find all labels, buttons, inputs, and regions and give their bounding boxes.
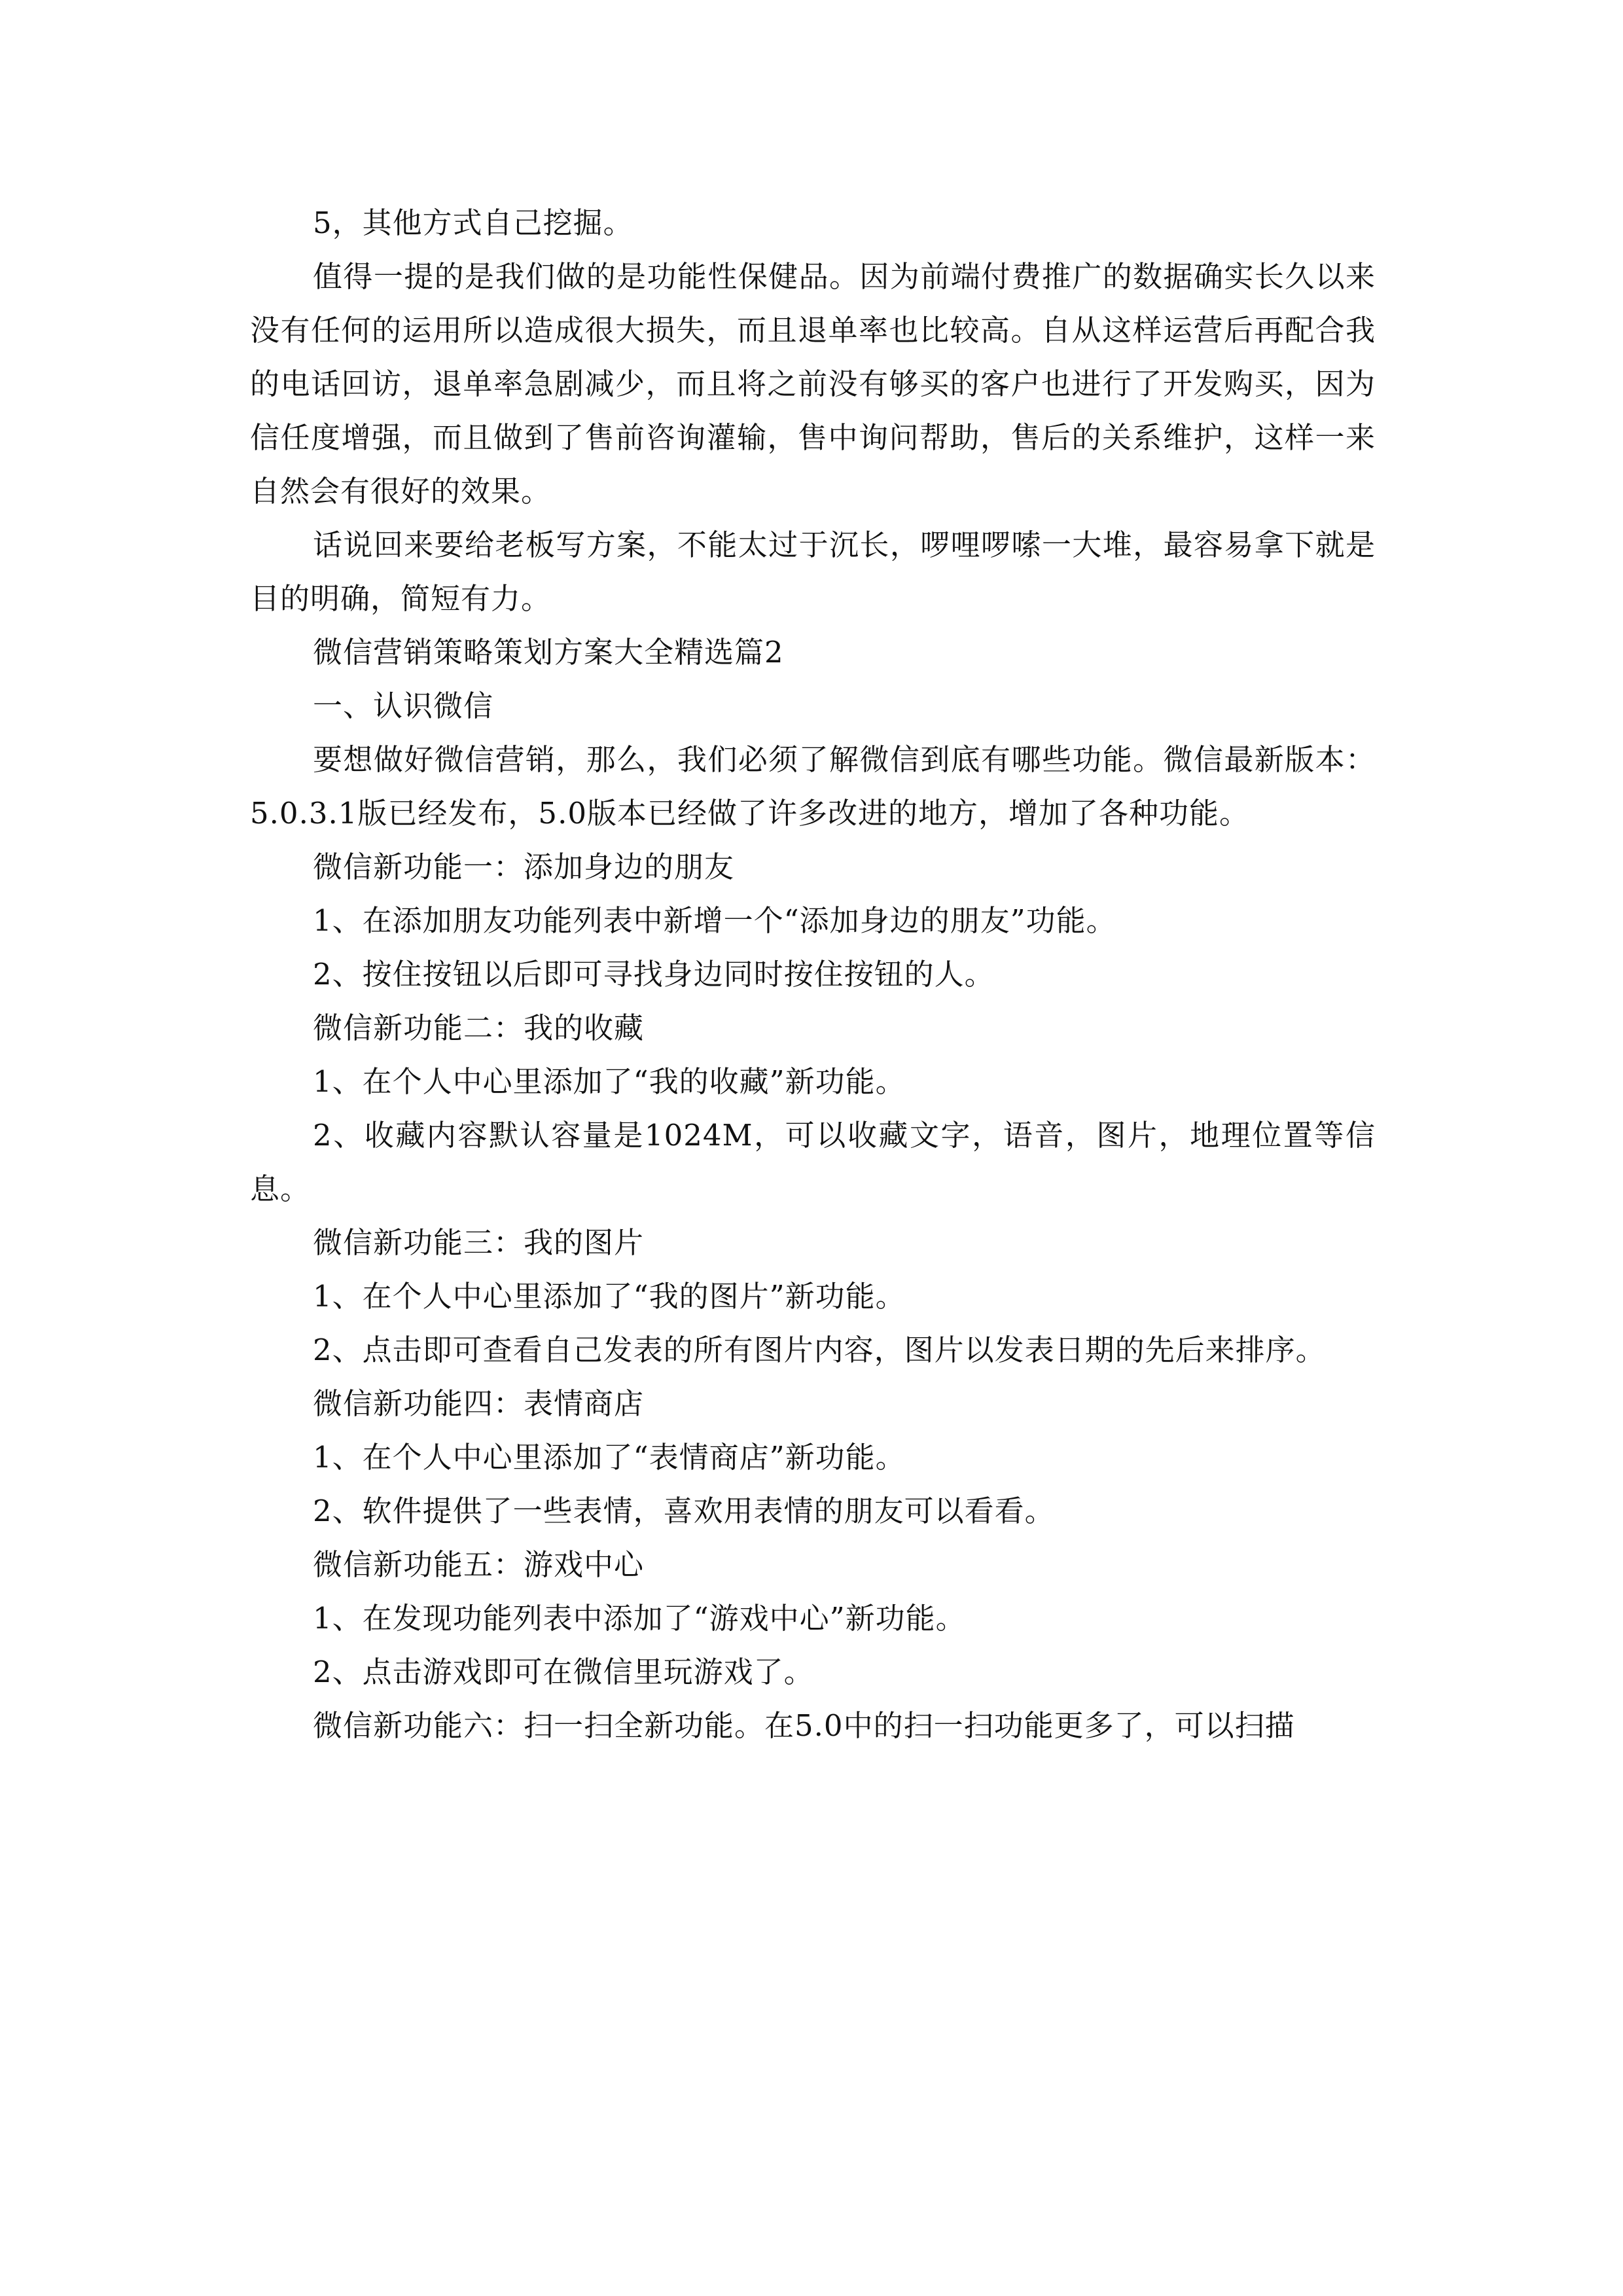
section-title-part-2: 微信营销策略策划方案大全精选篇2	[313, 635, 784, 670]
feature-heading-6: 微信新功能六：扫一扫全新功能。在5.0中的扫一扫功能更多了，可以扫描	[313, 1708, 1295, 1743]
paragraph-wechat-version: 要想做好微信营销，那么，我们必须了解微信到底有哪些功能。微信最新版本：5.0.3.1版已经发布，5.0版本已经做了许多改进的地方，增加了各种功能。	[250, 742, 1376, 831]
paragraph-writing-plan-for-boss: 话说回来要给老板写方案，不能太过于沉长，啰哩啰嗦一大堆，最容易拿下就是目的明确，简短有力。	[250, 528, 1376, 616]
heading-understand-wechat: 一、认识微信	[313, 689, 494, 723]
feature-heading-4: 微信新功能四：表情商店	[313, 1386, 645, 1421]
feature-1-item-2: 2、按住按钮以后即可寻找身边同时按住按钮的人。	[313, 957, 995, 992]
feature-5-item-2: 2、点击游戏即可在微信里玩游戏了。	[313, 1655, 814, 1689]
feature-heading-1: 微信新功能一：添加身边的朋友	[313, 850, 735, 884]
feature-5-item-1: 1、在发现功能列表中添加了“游戏中心”新功能。	[313, 1601, 966, 1636]
feature-heading-5: 微信新功能五：游戏中心	[313, 1547, 645, 1582]
paragraph-functional-health-products: 值得一提的是我们做的是功能性保健品。因为前端付费推广的数据确实长久以来没有任何的运用所以造成很大损失，而且退单率也比较高。自从这样运营后再配合我的电话回访，退单率急剧减少，而且将之前没有够买的客户也进行了开发购买，因为信任度增强，而且做到了售前咨询灌输，售中询问帮助，售后的关系维护，这样一来自然会有很好的效果。	[250, 259, 1376, 509]
feature-1-item-1: 1、在添加朋友功能列表中新增一个“添加身边的朋友”功能。	[313, 903, 1116, 938]
feature-heading-3: 微信新功能三：我的图片	[313, 1225, 645, 1260]
feature-heading-2: 微信新功能二：我的收藏	[313, 1011, 645, 1045]
feature-2-item-1: 1、在个人中心里添加了“我的收藏”新功能。	[313, 1064, 906, 1099]
feature-2-item-2: 2、收藏内容默认容量是1024M，可以收藏文字，语音，图片，地理位置等信息。	[250, 1118, 1376, 1206]
feature-4-item-2: 2、软件提供了一些表情，喜欢用表情的朋友可以看看。	[313, 1494, 1055, 1528]
feature-3-item-2: 2、点击即可查看自己发表的所有图片内容，图片以发表日期的先后来排序。	[313, 1333, 1326, 1367]
feature-4-item-1: 1、在个人中心里添加了“表情商店”新功能。	[313, 1440, 906, 1475]
paragraph-item-5: 5，其他方式自己挖掘。	[313, 206, 633, 240]
feature-3-item-1: 1、在个人中心里添加了“我的图片”新功能。	[313, 1279, 906, 1314]
document-body	[250, 196, 1376, 1753]
